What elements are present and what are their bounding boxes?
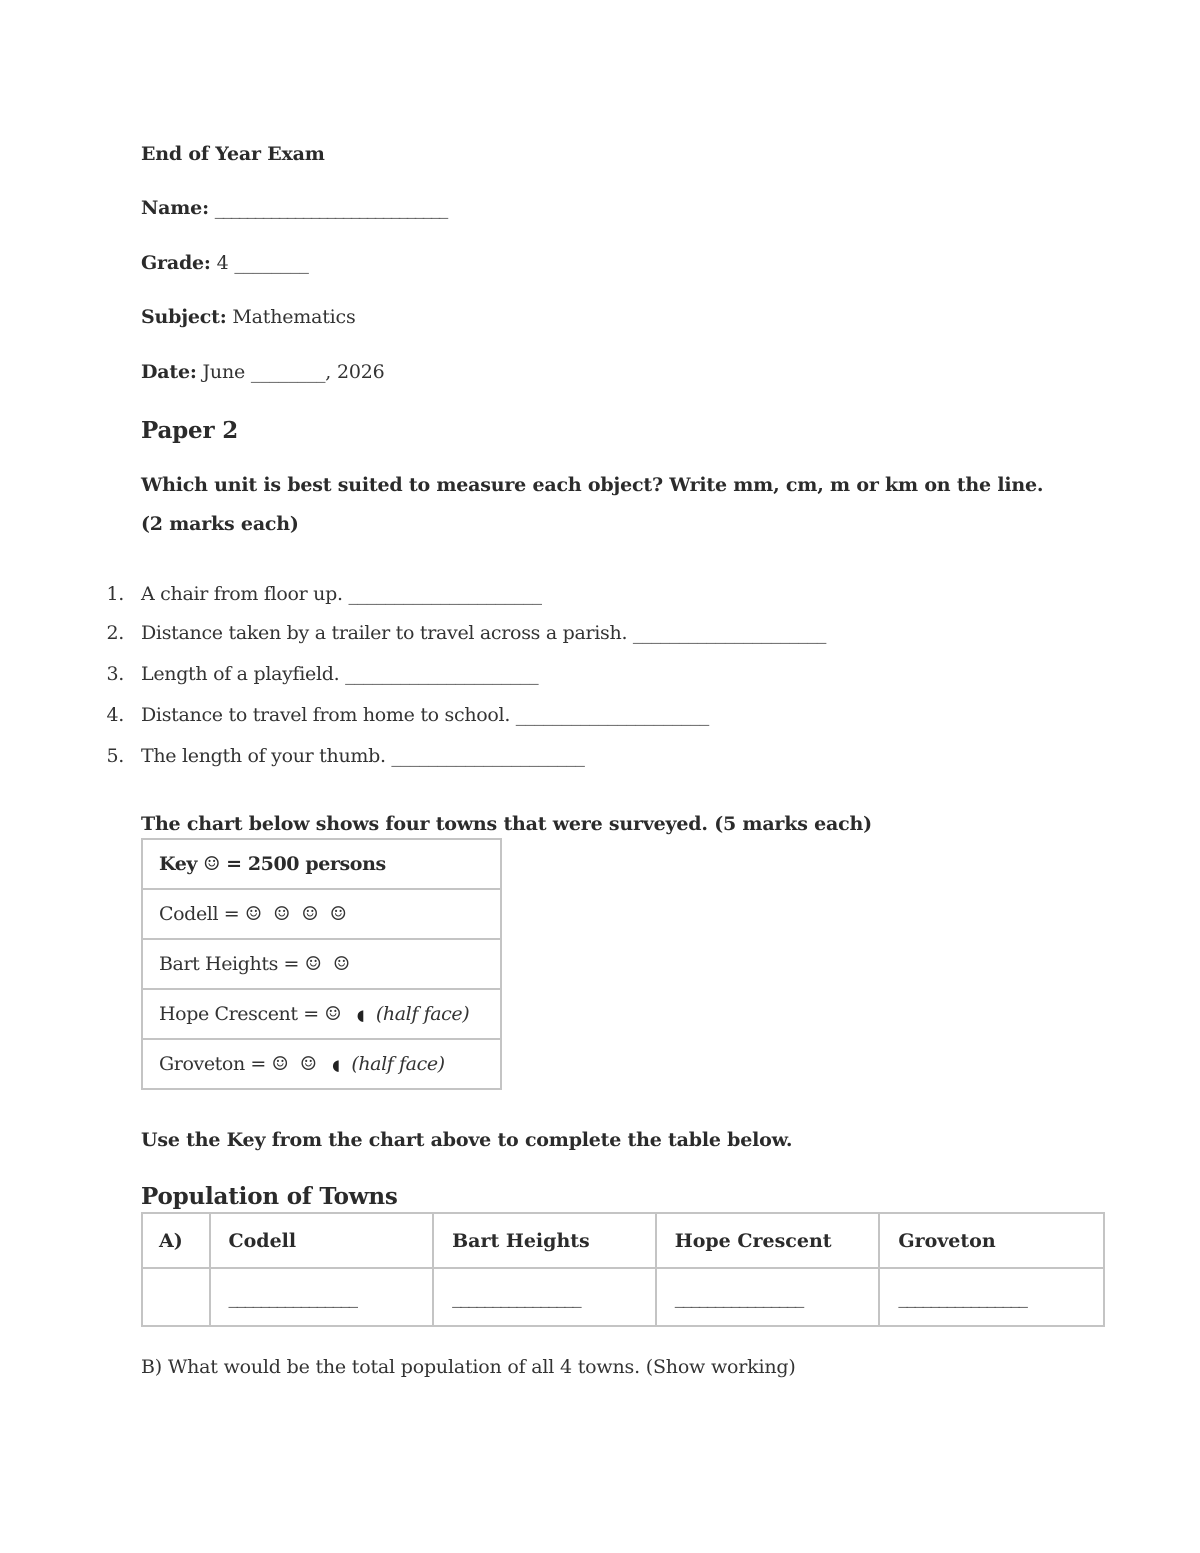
town-label: Hope Crescent =	[159, 1003, 319, 1025]
units-instruction: Which unit is best suited to measure each object? Write mm, cm, m or km on the line. (2 marks each)	[141, 474, 1044, 535]
header-cell: Bart Heights	[433, 1213, 656, 1268]
smiley-face-icon: ☺	[304, 953, 322, 975]
name-blank[interactable]: _____________________________	[214, 197, 447, 219]
paper-title: Paper 2	[141, 417, 239, 444]
grade-value[interactable]: 4 ________	[216, 252, 309, 274]
table-row	[142, 1268, 1104, 1326]
date-line	[141, 361, 385, 383]
town-label: Groveton =	[159, 1053, 266, 1075]
town-label: Codell =	[159, 903, 240, 925]
half-face-icon: ◖	[356, 1006, 365, 1024]
answer-cell	[142, 1268, 210, 1326]
chart-instruction: The chart below shows four towns that were surveyed. (5 marks each)	[141, 813, 872, 835]
table-row	[142, 839, 501, 889]
half-face-icon: ◖	[332, 1056, 340, 1074]
header-cell: A)	[142, 1213, 210, 1268]
header-cell: Codell	[210, 1213, 434, 1268]
question-number: 4.	[106, 704, 124, 726]
subject-label: Subject:	[141, 306, 227, 328]
town-cell-bart-heights	[142, 939, 501, 989]
exam-title: End of Year Exam	[141, 143, 325, 165]
table-row	[142, 889, 501, 939]
answer-blank[interactable]: ________________	[433, 1268, 656, 1326]
question-number: 1.	[106, 583, 124, 605]
question-text[interactable]: Distance taken by a trailer to travel across a parish. _____________________	[141, 622, 827, 644]
grade-label: Grade:	[141, 252, 211, 274]
question-number: 5.	[106, 745, 124, 767]
header-cell: Groveton	[879, 1213, 1104, 1268]
key-cell: Key ☺ = 2500 persons	[142, 839, 501, 889]
table-header-row	[142, 1213, 1104, 1268]
half-face-note: (half face)	[351, 1053, 445, 1075]
table-title: Population of Towns	[141, 1183, 398, 1210]
header-cell: Hope Crescent	[656, 1213, 880, 1268]
name-line	[141, 197, 447, 219]
smiley-face-icon: ☺	[324, 1003, 342, 1025]
table-instruction: Use the Key from the chart above to complete the table below.	[141, 1129, 793, 1151]
smiley-face-icon: ☺	[299, 1053, 317, 1075]
answer-blank[interactable]: ________________	[210, 1268, 434, 1326]
smiley-face-icon: ☺	[333, 953, 350, 975]
question-text[interactable]: Length of a playfield. _____________________	[141, 663, 539, 685]
grade-line	[141, 252, 309, 274]
town-cell-codell	[142, 889, 501, 939]
question-text[interactable]: Distance to travel from home to school. _____________________	[141, 704, 710, 726]
name-label: Name:	[141, 197, 209, 219]
town-cell-hope-crescent	[142, 989, 501, 1039]
pictograph-key-table	[141, 838, 502, 1090]
population-table	[141, 1212, 1105, 1327]
table-row	[142, 1039, 501, 1089]
smiley-face-icon: ☺	[273, 903, 290, 925]
smiley-face-icon: ☺	[244, 903, 262, 925]
date-label: Date:	[141, 361, 197, 383]
smiley-face-icon: ☺	[301, 903, 319, 925]
smiley-face-icon: ☺	[329, 903, 347, 925]
answer-blank[interactable]: ________________	[879, 1268, 1104, 1326]
table-row	[142, 989, 501, 1039]
subject-value: Mathematics	[232, 306, 356, 328]
date-value[interactable]: June ________, 2026	[202, 361, 385, 383]
town-label: Bart Heights =	[159, 953, 300, 975]
half-face-note: (half face)	[375, 1003, 470, 1025]
subject-line	[141, 306, 356, 328]
question-number: 2.	[106, 622, 124, 644]
question-text[interactable]: A chair from floor up. _____________________	[141, 583, 542, 605]
answer-blank[interactable]: ________________	[656, 1268, 880, 1326]
smiley-face-icon: ☺	[271, 1053, 289, 1075]
town-cell-groveton	[142, 1039, 501, 1089]
table-row	[142, 939, 501, 989]
question-b: B) What would be the total population of all 4 towns. (Show working)	[141, 1356, 796, 1378]
question-number: 3.	[106, 663, 124, 685]
question-text[interactable]: The length of your thumb. _____________________	[141, 745, 585, 767]
